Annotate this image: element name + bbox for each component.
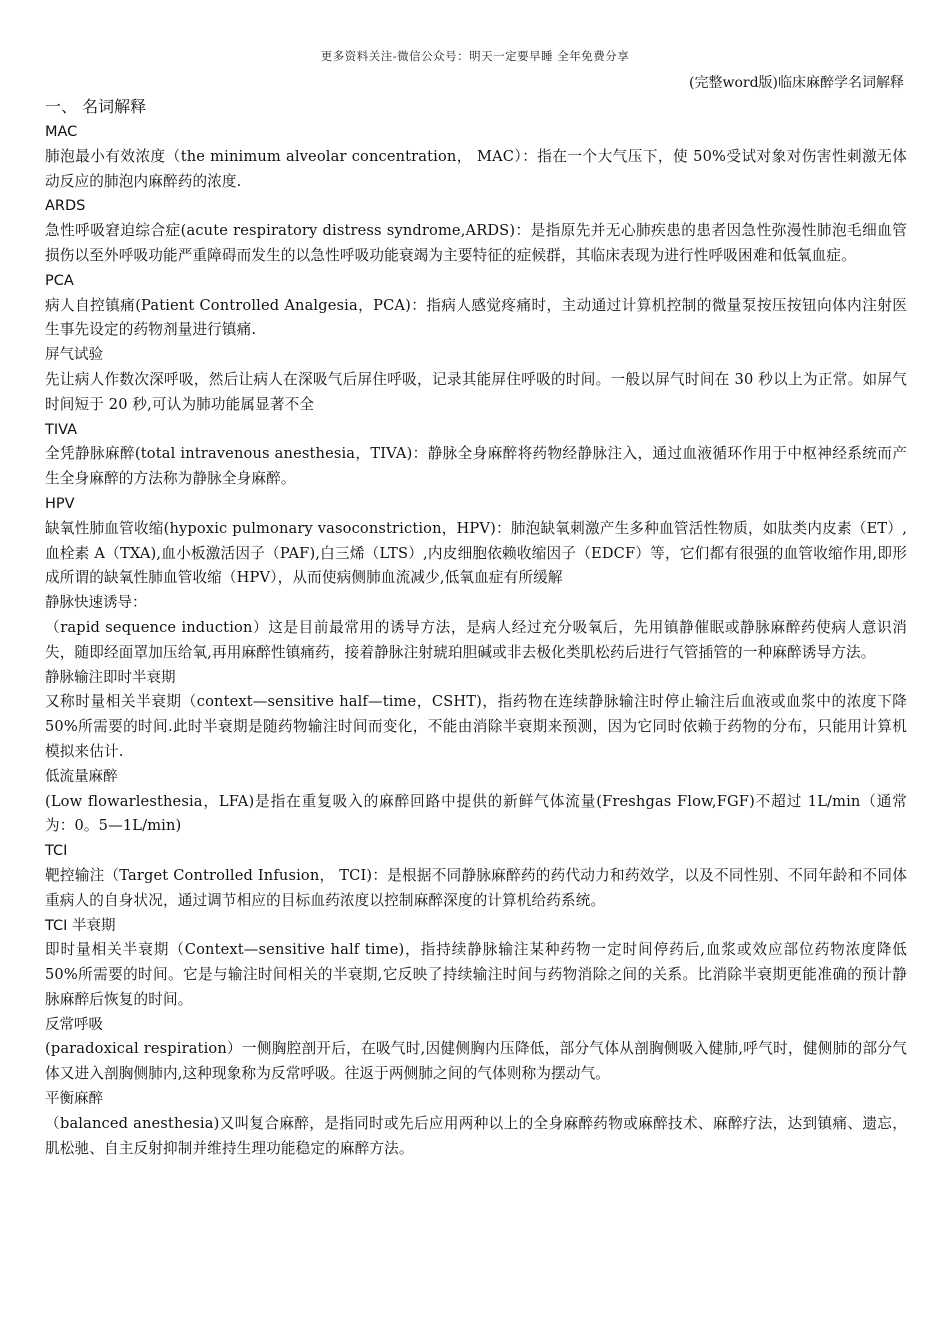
glossary-entry-paradoxical-respiration: [45, 1013, 907, 1087]
entry-term: 反常呼吸: [45, 1016, 103, 1033]
entry-term: TCI: [45, 843, 68, 860]
glossary-entry-low-flow-anesthesia: [45, 765, 907, 839]
entry-definition: (Low flowarlesthesia，LFA)是指在重复吸入的麻醉回路中提供的新鲜气体流量(Freshgas Flow,FGF)不超过 1L/min（通常为：0。5—1L/min): [45, 792, 907, 835]
entry-term: PCA: [45, 272, 74, 289]
glossary-entry-mac: [45, 120, 907, 194]
entry-definition: 全凭静脉麻醉(total intravenous anesthesia，TIVA)：静脉全身麻醉将药物经静脉注入，通过血液循环作用于中枢神经系统而产生全身麻醉的方法称为静脉全身麻醉。: [45, 445, 907, 488]
entry-definition: （rapid sequence induction）这是目前最常用的诱导方法，是病人经过充分吸氧后，先用镇静催眠或静脉麻醉药使病人意识消失，随即经面罩加压给氧,再用麻醉性镇痛药，接着静脉注射琥珀胆碱或非去极化类肌松药后进行气管插管的一种麻醉诱导方法。: [45, 618, 907, 661]
glossary-entry-ards: [45, 194, 907, 268]
entry-definition: 即时量相关半衰期（Context—sensitive half time)，指持续静脉输注某种药物一定时间停药后,血浆或效应部位药物浓度降低 50%所需要的时间。它是与输注时间相关的半衰期,它反映了持续输注时间与药物消除之间的关系。比消除半衰期更能准确的预计静脉麻醉后恢复的时间。: [45, 941, 907, 1008]
glossary-entry-tiva: [45, 418, 907, 492]
entry-term: MAC: [45, 124, 78, 140]
entry-term: TIVA: [45, 421, 78, 438]
entry-term: 静脉输注即时半衰期: [45, 669, 176, 686]
glossary-entry-context-sensitive-half-time: [45, 666, 907, 765]
entry-definition: （balanced anesthesia)又叫复合麻醉，是指同时或先后应用两种以上的全身麻醉药物或麻醉技术、麻醉疗法，达到镇痛、遗忘，肌松驰、自主反射抑制并维持生理功能稳定的麻醉方法。: [45, 1114, 907, 1157]
entry-definition: 急性呼吸窘迫综合症(acute respiratory distress syndrome,ARDS)：是指原先并无心肺疾患的患者因急性弥漫性肺泡毛细血管损伤以至外呼吸功能严重障碍而发生的以急性呼吸功能衰竭为主要特征的症候群，其临床表现为进行性呼吸困难和低氧血症。: [45, 222, 907, 264]
entry-term: 低流量麻醉: [45, 768, 118, 785]
entry-definition: 靶控输注（Target Controlled Infusion， TCI)：是根据不同静脉麻醉药的药代动力和药效学，以及不同性别、不同年龄和不同体重病人的自身状况，通过调节相应的目标血药浓度以控制麻醉深度的计算机给药系统。: [45, 866, 907, 909]
entry-definition: 缺氧性肺血管收缩(hypoxic pulmonary vasoconstriction，HPV)：肺泡缺氧刺激产生多种血管活性物质，如肽类内皮素（ET）,血栓素 A（TXA),血小板激活因子（PAF),白三烯（LTS）,内皮细胞依赖收缩因子（EDCF）等，它们都有很强的血管收缩作用,即形成所谓的缺氧性肺血管收缩（HPV），从而使病侧肺血流减少,低氧血症有所缓解: [45, 519, 907, 587]
entry-definition: 肺泡最小有效浓度（the minimum alveolar concentration， MAC）：指在一个大气压下，使 50%受试对象对伤害性刺激无体动反应的肺泡内麻醉药的浓度.: [45, 147, 907, 190]
promo-header-note: 更多资料关注-微信公众号：明天一定要早睡 全年免费分享: [320, 49, 630, 63]
entry-term: 静脉快速诱导：: [45, 595, 147, 612]
entry-term: 屏气试验: [45, 347, 103, 364]
glossary-entry-balanced-anesthesia: [45, 1087, 907, 1161]
entry-term: TCI 半衰期: [45, 917, 116, 934]
entry-definition: 又称时量相关半衰期（context—sensitive half—time，CSHT)，指药物在连续静脉输注时停止输注后血液或血浆中的浓度下降 50%所需要的时间.此时半衰期是随药物输注时间而变化，不能由消除半衰期来预测，因为它同时依赖于药物的分布，只能用计算机模拟来估计.: [45, 693, 907, 760]
glossary-entry-breath-hold-test: [45, 343, 907, 417]
entry-term: ARDS: [45, 198, 86, 215]
glossary-entry-tci: [45, 839, 907, 913]
entry-term: 平衡麻醉: [45, 1091, 103, 1108]
entry-definition: 病人自控镇痛(Patient Controlled Analgesia，PCA)：指病人感觉疼痛时，主动通过计算机控制的微量泵按压按钮向体内注射医生事先设定的药物剂量进行镇痛.: [45, 296, 907, 339]
glossary-entry-rapid-sequence-induction: [45, 591, 907, 665]
document-title: (完整word版)临床麻醉学名词解释: [689, 75, 904, 91]
glossary-content: [45, 94, 907, 1161]
section-heading: 一、 名词解释: [45, 97, 147, 116]
entry-term: HPV: [45, 495, 75, 512]
glossary-entry-hpv: [45, 492, 907, 591]
entry-definition: 先让病人作数次深呼吸，然后让病人在深吸气后屏住呼吸，记录其能屏住呼吸的时间。一般以屏气时间在 30 秒以上为正常。如屏气时间短于 20 秒,可认为肺功能属显著不全: [45, 370, 907, 413]
glossary-entry-tci-half-time: [45, 914, 907, 1013]
entry-definition: (paradoxical respiration）一侧胸腔剖开后，在吸气时,因健侧胸内压降低，部分气体从剖胸侧吸入健肺,呼气时，健侧肺的部分气体又进入剖胸侧肺内,这种现象称为反常呼吸。往返于两侧肺之间的气体则称为摆动气。: [45, 1040, 907, 1083]
glossary-entry-pca: [45, 269, 907, 343]
